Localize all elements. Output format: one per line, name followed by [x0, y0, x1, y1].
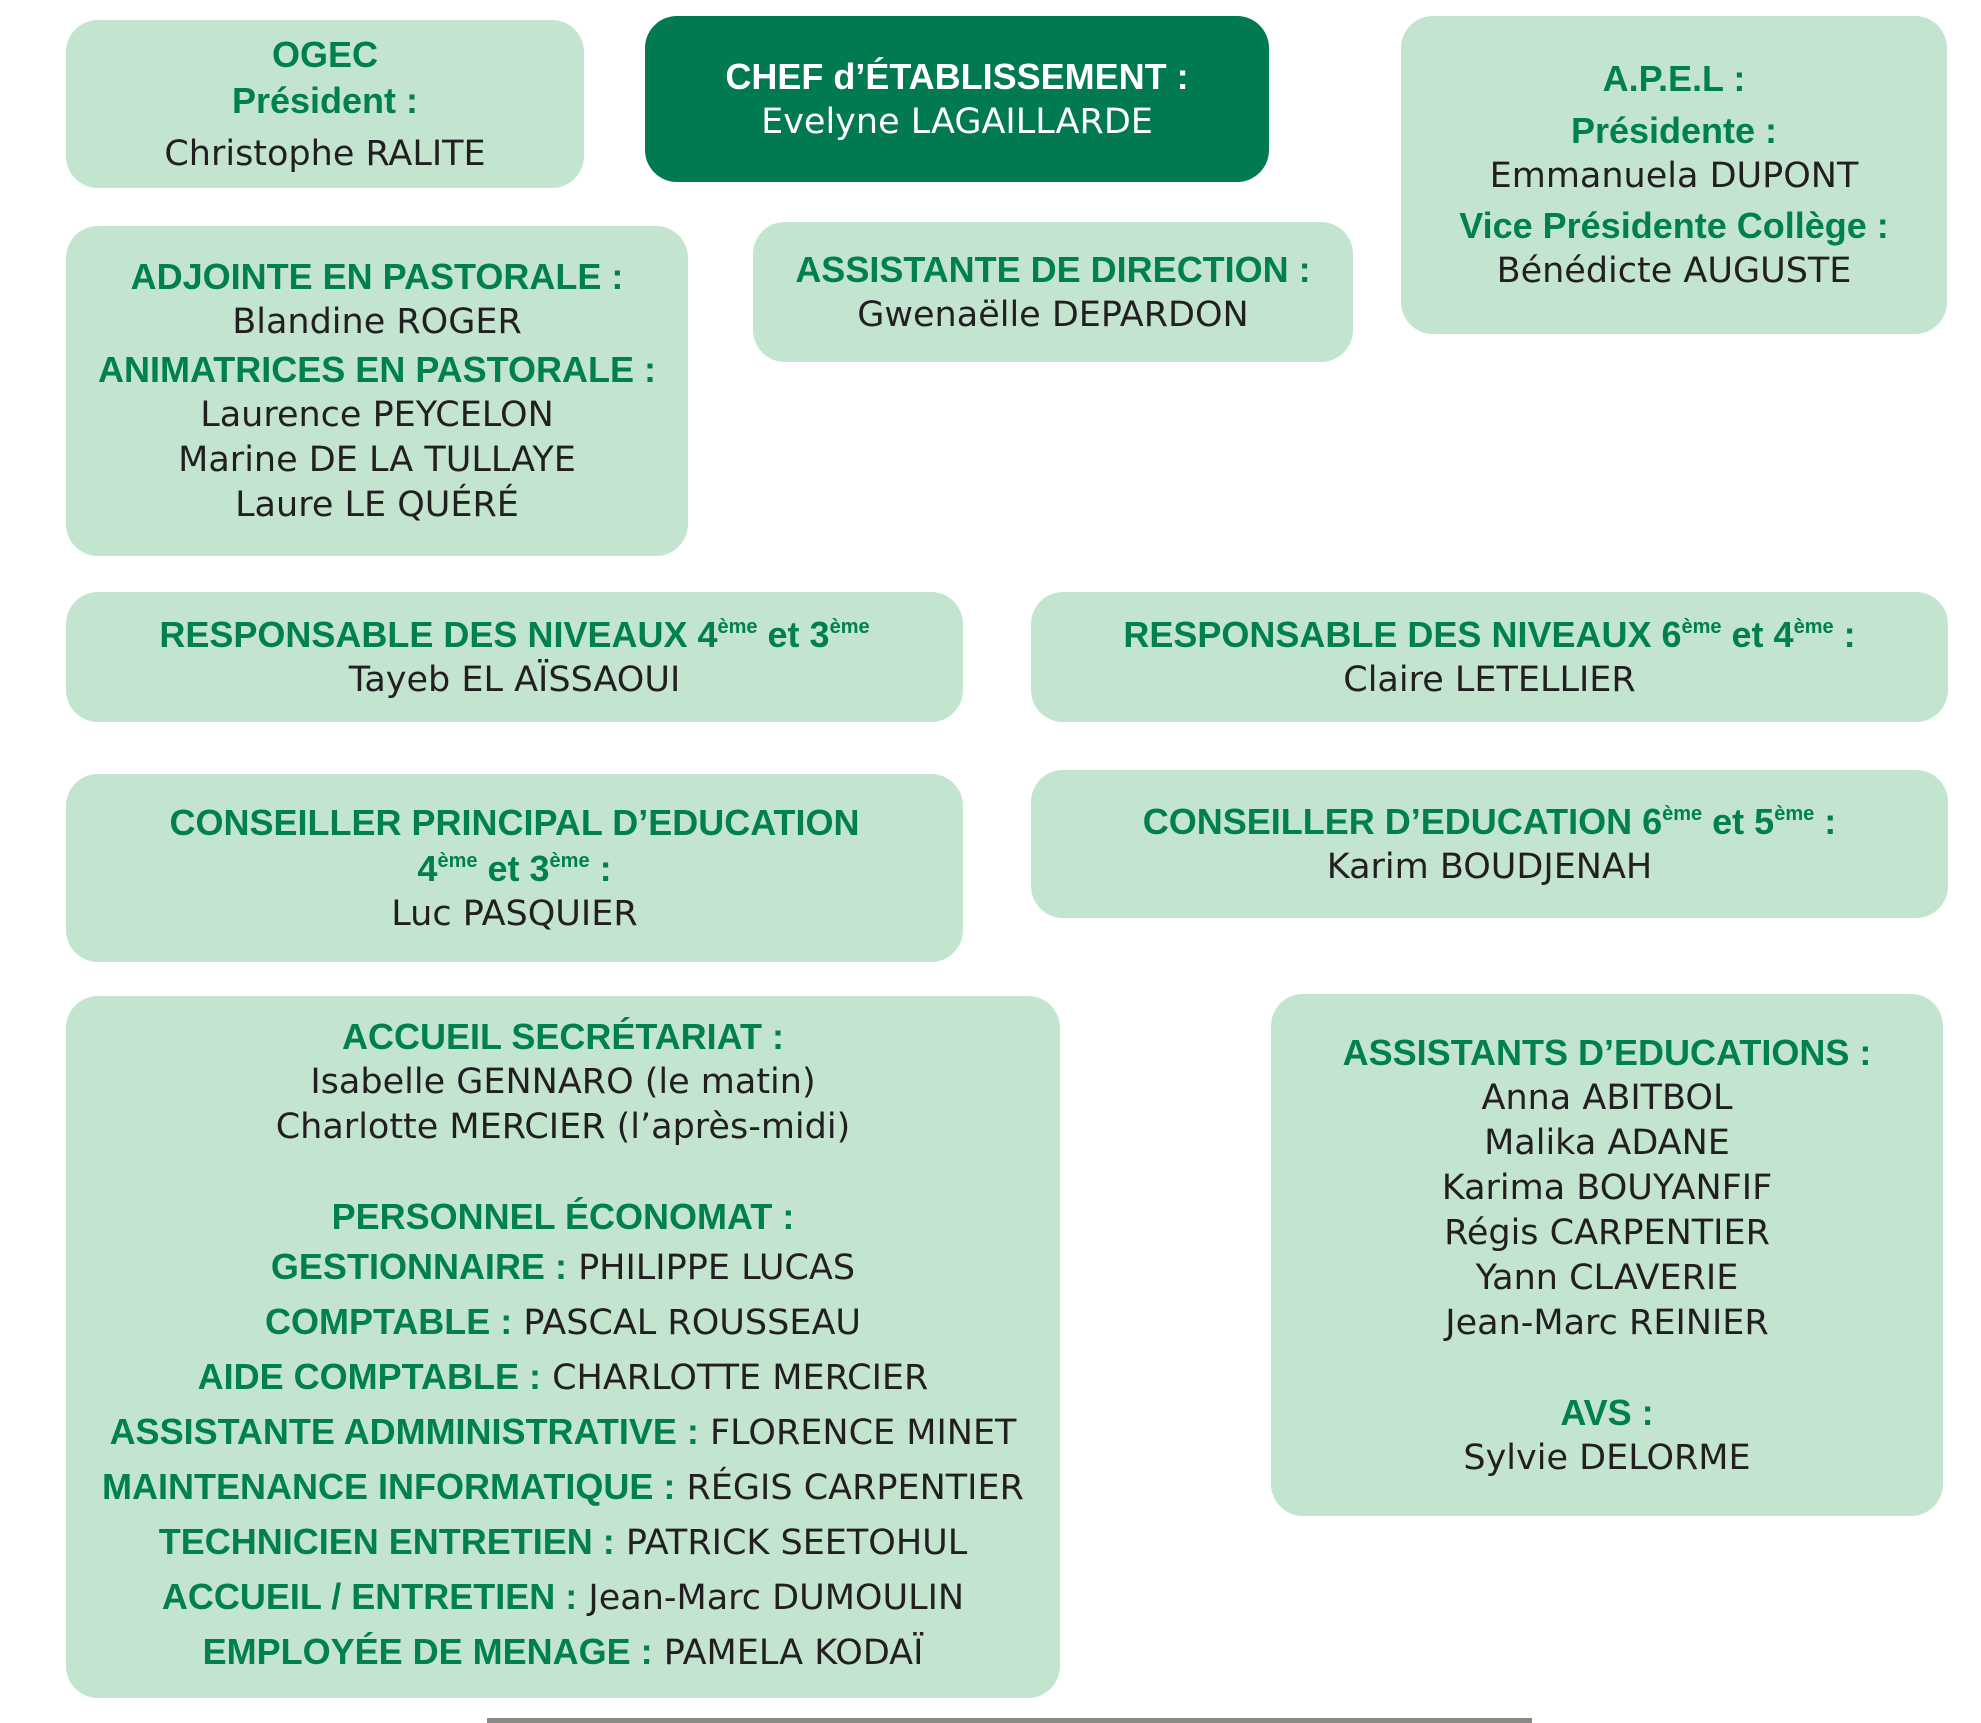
ogec-card	[66, 20, 584, 188]
chef-name: Evelyne LAGAILLARDE	[761, 101, 1153, 142]
staff-line: MAINTENANCE INFORMATIQUE : RÉGIS CARPENTIER	[102, 1466, 1024, 1508]
assistant-name: Régis CARPENTIER	[1444, 1212, 1770, 1253]
staff-line: ACCUEIL / ENTRETIEN : Jean-Marc DUMOULIN	[161, 1576, 965, 1618]
economat-heading: PERSONNEL ÉCONOMAT :	[331, 1196, 795, 1237]
staff-line: ASSISTANTE ADMMINISTRATIVE : FLORENCE MINET	[109, 1411, 1017, 1453]
ce-6-5-card	[1031, 770, 1948, 918]
cpe-levels: 4ème et 3ème :	[417, 847, 612, 889]
avs-role: AVS :	[1560, 1391, 1654, 1433]
apel-name-president: Emmanuela DUPONT	[1489, 156, 1859, 196]
resp-4-3-name: Tayeb EL AÏSSAOUI	[348, 659, 681, 700]
ogec-heading: OGEC	[271, 33, 378, 75]
accueil-role: ACCUEIL SECRÉTARIAT :	[341, 1016, 784, 1057]
resp-4-3-role: RESPONSABLE DES NIVEAUX 4ème et 3ème	[159, 613, 870, 655]
staff-line: EMPLOYÉE DE MENAGE : PAMELA KODAÏ	[202, 1631, 924, 1673]
accueil-name: Isabelle GENNARO (le matin)	[310, 1062, 816, 1102]
pastorale-animatrices-role: ANIMATRICES EN PASTORALE :	[97, 349, 657, 390]
assistant-name: Yann CLAVERIE	[1475, 1257, 1739, 1298]
accueil-economat-card	[66, 996, 1060, 1698]
bottom-image-edge	[487, 1718, 1532, 1723]
staff-line: AIDE COMPTABLE : CHARLOTTE MERCIER	[197, 1356, 929, 1398]
assistant-name: Anna ABITBOL	[1481, 1077, 1733, 1118]
assistante-direction-name: Gwenaëlle DEPARDON	[857, 294, 1249, 335]
assistants-card	[1271, 994, 1943, 1516]
chef-card	[645, 16, 1269, 182]
apel-heading: A.P.E.L :	[1602, 58, 1746, 99]
pastorale-adjointe-role: ADJOINTE EN PASTORALE :	[130, 256, 624, 297]
staff-line: TECHNICIEN ENTRETIEN : PATRICK SEETOHUL	[158, 1521, 968, 1563]
ogec-role: Président :	[231, 79, 419, 121]
staff-line: COMPTABLE : PASCAL ROUSSEAU	[264, 1301, 862, 1343]
assistant-name: Jean-Marc REINIER	[1445, 1302, 1769, 1343]
apel-card	[1401, 16, 1947, 334]
ogec-name: Christophe RALITE	[164, 133, 486, 174]
cpe-card	[66, 774, 963, 962]
resp-6-4-role: RESPONSABLE DES NIVEAUX 6ème et 4ème :	[1123, 613, 1856, 655]
pastorale-card	[66, 226, 688, 556]
assistants-role: ASSISTANTS D’EDUCATIONS :	[1342, 1031, 1872, 1073]
pastorale-animatrice-name: Marine DE LA TULLAYE	[178, 440, 576, 480]
apel-role-president: Présidente :	[1570, 110, 1778, 151]
resp-4-3-card	[66, 592, 963, 722]
resp-6-4-card	[1031, 592, 1948, 722]
assistant-name: Karima BOUYANFIF	[1441, 1167, 1773, 1208]
apel-name-vice: Bénédicte AUGUSTE	[1496, 251, 1852, 291]
assistante-direction-role: ASSISTANTE DE DIRECTION :	[795, 248, 1311, 290]
pastorale-animatrice-name: Laure LE QUÉRÉ	[235, 485, 519, 525]
ce-6-5-role: CONSEILLER D’EDUCATION 6ème et 5ème :	[1142, 800, 1837, 842]
accueil-name: Charlotte MERCIER (l’après-midi)	[275, 1107, 851, 1147]
pastorale-animatrice-name: Laurence PEYCELON	[200, 395, 554, 435]
chef-role: CHEF d’ÉTABLISSEMENT :	[725, 55, 1189, 97]
resp-6-4-name: Claire LETELLIER	[1343, 659, 1636, 700]
pastorale-adjointe-name: Blandine ROGER	[232, 302, 522, 342]
cpe-role: CONSEILLER PRINCIPAL D’EDUCATION	[169, 801, 860, 843]
apel-role-vice: Vice Présidente Collège :	[1459, 205, 1889, 246]
avs-name: Sylvie DELORME	[1463, 1437, 1751, 1478]
ce-6-5-name: Karim BOUDJENAH	[1326, 846, 1653, 887]
cpe-name: Luc PASQUIER	[391, 893, 638, 934]
staff-line: GESTIONNAIRE : PHILIPPE LUCAS	[270, 1246, 856, 1288]
assistante-direction-card	[753, 222, 1353, 362]
assistant-name: Malika ADANE	[1484, 1122, 1730, 1163]
